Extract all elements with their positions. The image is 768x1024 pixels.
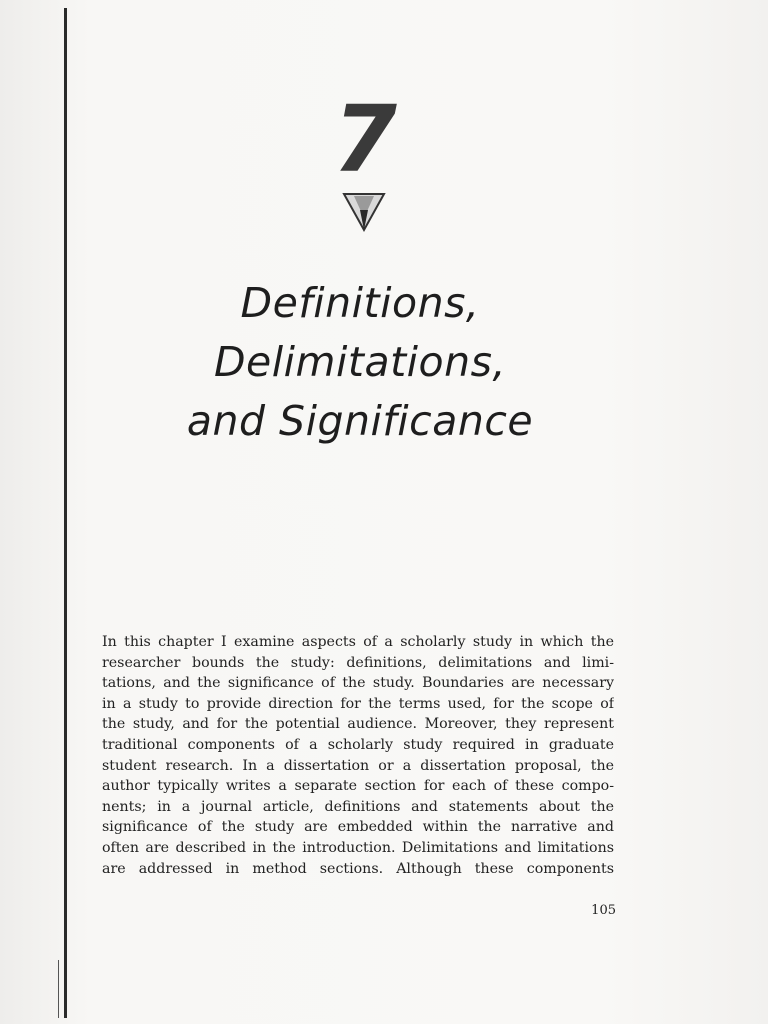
chapter-title-line-2: Delimitations,	[213, 338, 507, 386]
body-line: In this chapter I examine aspects of a scholarly study in which the	[102, 634, 614, 650]
chapter-title	[110, 274, 610, 451]
body-line: are addressed in method sections. Although these components	[102, 860, 614, 877]
body-line: the study, and for the potential audience. Moreover, they represent	[102, 716, 614, 733]
body-line: student research. In a dissertation or a dissertation proposal, the	[102, 757, 614, 774]
body-line: often are described in the introduction. Delimitations and limitations	[102, 839, 614, 856]
chapter-title-line-3: and Significance	[186, 397, 534, 445]
down-triangle-icon	[340, 190, 388, 234]
body-line: nents; in a journal article, definitions and statements about the	[102, 798, 614, 815]
body-line: in a study to provide direction for the terms used, for the scope of	[102, 695, 614, 712]
chapter-number: 7	[332, 86, 395, 193]
body-line: significance of the study are embedded within the narrative and	[102, 819, 614, 836]
body-line: researcher bounds the study: definitions, delimitations and limi-	[102, 654, 614, 671]
body-line: author typically writes a separate section for each of these compo-	[102, 778, 614, 795]
body-line: tations, and the significance of the study. Boundaries are necessary	[102, 675, 614, 692]
page-number: 105	[591, 903, 616, 918]
body-line: traditional components of a scholarly study required in graduate	[102, 736, 614, 753]
body-paragraph	[102, 632, 614, 879]
chapter-title-line-1: Definitions,	[240, 279, 480, 327]
binding-edge-line-secondary	[58, 960, 59, 1018]
